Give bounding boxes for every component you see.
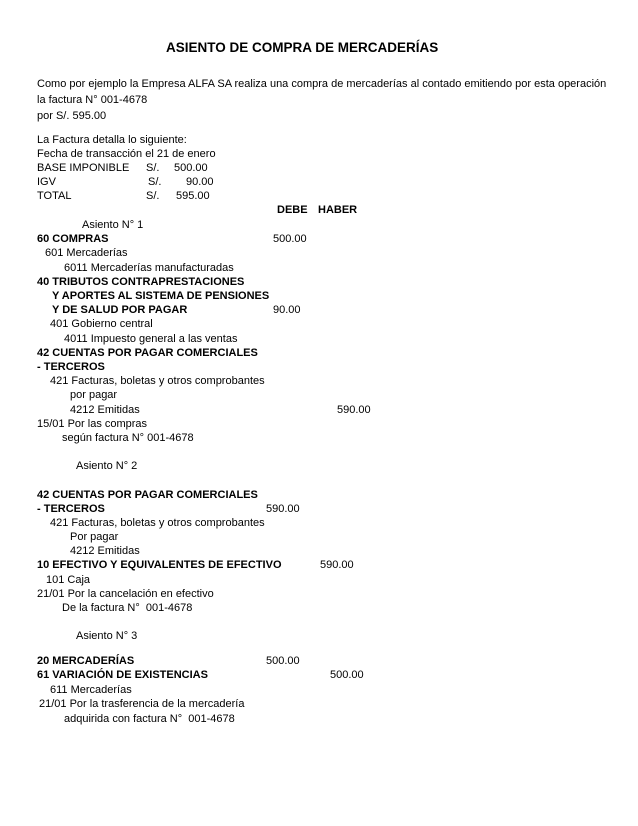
asiento-3-heading: Asiento N° 3 bbox=[76, 630, 138, 642]
account-line: Por pagar bbox=[70, 531, 119, 543]
invoice-row-currency: S/. bbox=[146, 162, 160, 174]
account-line: 101 Caja bbox=[46, 574, 91, 586]
asiento-2-heading: Asiento N° 2 bbox=[76, 460, 138, 472]
account-line: - TERCEROS bbox=[37, 503, 105, 515]
debe-amount: 500.00 bbox=[266, 655, 300, 667]
account-line: 42 CUENTAS POR PAGAR COMERCIALES bbox=[37, 489, 258, 501]
gloss-line: según factura N° 001-4678 bbox=[62, 432, 194, 444]
haber-amount: 590.00 bbox=[320, 559, 354, 571]
page-title: ASIENTO DE COMPRA DE MERCADERÍAS bbox=[166, 40, 439, 55]
account-line: 421 Facturas, boletas y otros comprobantes bbox=[50, 517, 265, 529]
column-haber: HABER bbox=[318, 204, 358, 216]
account-line: 42 CUENTAS POR PAGAR COMERCIALES bbox=[37, 347, 258, 359]
account-line: 61 VARIACIÓN DE EXISTENCIAS bbox=[37, 669, 208, 681]
invoice-date: Fecha de transacción el 21 de enero bbox=[37, 148, 216, 160]
account-line: 10 EFECTIVO Y EQUIVALENTES DE EFECTIVO bbox=[37, 559, 282, 571]
account-line: Y DE SALUD POR PAGAR bbox=[52, 304, 188, 316]
account-line: 421 Facturas, boletas y otros comprobantes bbox=[50, 375, 265, 387]
account-line: - TERCEROS bbox=[37, 361, 105, 373]
intro-line-3: por S/. 595.00 bbox=[37, 110, 107, 122]
invoice-row-label: BASE IMPONIBLE bbox=[37, 162, 130, 174]
gloss-line: 21/01 Por la cancelación en efectivo bbox=[37, 588, 214, 600]
intro-line-2: la factura N° 001-4678 bbox=[37, 94, 148, 106]
account-line: 6011 Mercaderías manufacturadas bbox=[64, 262, 234, 274]
account-line: por pagar bbox=[70, 389, 118, 401]
account-line: 20 MERCADERÍAS bbox=[37, 655, 135, 667]
column-debe: DEBE bbox=[277, 204, 308, 216]
invoice-row-amount: 500.00 bbox=[174, 162, 208, 174]
intro-line-1: Como por ejemplo la Empresa ALFA SA realiza una compra de mercaderías al contado emitiendo por esta operación bbox=[37, 78, 607, 90]
account-line: 4212 Emitidas bbox=[70, 404, 140, 416]
haber-amount: 500.00 bbox=[330, 669, 364, 681]
account-line: 401 Gobierno central bbox=[50, 318, 153, 330]
account-line: 4212 Emitidas bbox=[70, 545, 140, 557]
invoice-heading: La Factura detalla lo siguiente: bbox=[37, 134, 187, 146]
invoice-row-currency: S/. bbox=[148, 176, 162, 188]
gloss-line: De la factura N° 001-4678 bbox=[62, 602, 193, 614]
gloss-line: 21/01 Por la trasferencia de la mercadería bbox=[39, 698, 245, 710]
account-line: 4011 Impuesto general a las ventas bbox=[64, 333, 238, 345]
account-line: 611 Mercaderías bbox=[50, 684, 132, 696]
gloss-line: adquirida con factura N° 001-4678 bbox=[64, 713, 235, 725]
invoice-row-amount: 90.00 bbox=[186, 176, 214, 188]
invoice-row-label: TOTAL bbox=[37, 190, 72, 202]
account-line: Y APORTES AL SISTEMA DE PENSIONES bbox=[52, 290, 270, 302]
account-line: 40 TRIBUTOS CONTRAPRESTACIONES bbox=[37, 276, 245, 288]
debe-amount: 590.00 bbox=[266, 503, 300, 515]
debe-amount: 500.00 bbox=[273, 233, 307, 245]
invoice-row-amount: 595.00 bbox=[176, 190, 210, 202]
account-line: 601 Mercaderías bbox=[45, 247, 128, 259]
debe-amount: 90.00 bbox=[273, 304, 301, 316]
haber-amount: 590.00 bbox=[337, 404, 371, 416]
invoice-row-currency: S/. bbox=[146, 190, 160, 202]
gloss-line: 15/01 Por las compras bbox=[37, 418, 148, 430]
invoice-row-label: IGV bbox=[37, 176, 56, 188]
account-line: 60 COMPRAS bbox=[37, 233, 109, 245]
asiento-1-heading: Asiento N° 1 bbox=[82, 219, 144, 231]
